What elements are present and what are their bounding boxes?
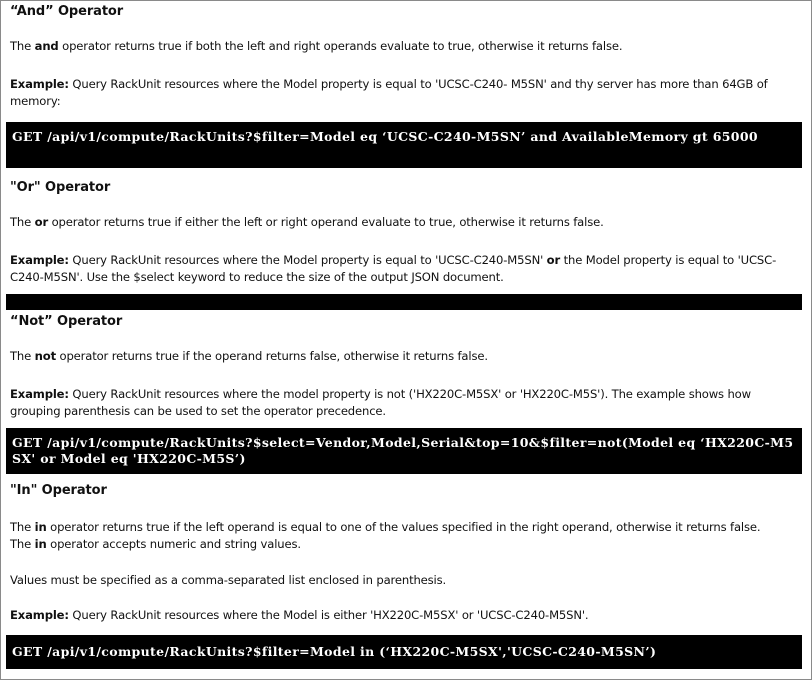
- not-operator-example: Example: Query RackUnit resources where the model property is not ('HX220C-M5SX' or 'HX220C-M5S'). The example shows how grouping parenthesis can be used to set the operator precedence.: [10, 387, 751, 418]
- in-operator-values-note: Values must be specified as a comma-separated list enclosed in parenthesis.: [10, 573, 447, 587]
- not-operator-description: The not operator returns true if the operand returns false, otherwise it returns false.: [10, 349, 488, 363]
- in-operator-description: The in operator returns true if the left operand is equal to one of the values specified in the right operand, otherwise it returns false. The in operator accepts numeric and string values.: [10, 520, 761, 551]
- not-operator-heading: “Not” Operator: [10, 314, 123, 329]
- and-operator-heading: “And” Operator: [10, 4, 124, 19]
- in-operator-code: GET /api/v1/compute/RackUnits?$filter=Model in (‘HX220C-M5SX','UCSC-C240-M5SN’): [6, 635, 802, 669]
- and-operator-description: The and operator returns true if both the left and right operands evaluate to true, otherwise it returns false.: [10, 39, 623, 53]
- or-operator-code: [6, 294, 802, 310]
- in-operator-heading: "In" Operator: [10, 483, 107, 498]
- in-operator-example: Example: Query RackUnit resources where the Model is either 'HX220C-M5SX' or 'UCSC-C240-M5SN'.: [10, 608, 589, 622]
- or-operator-example: Example: Query RackUnit resources where the Model property is equal to 'UCSC-C240-M5SN' or the Model property is equal to 'UCSC-C240-M5SN'. Use the $select keyword to reduce the size of the output JSON document.: [10, 253, 777, 284]
- or-operator-description: The or operator returns true if either the left or right operand evaluate to true, otherwise it returns false.: [10, 215, 604, 229]
- and-operator-code: GET /api/v1/compute/RackUnits?$filter=Model eq ‘UCSC-C240-M5SN’ and AvailableMemory gt 65000: [6, 122, 802, 168]
- or-operator-heading: "Or" Operator: [10, 180, 111, 195]
- not-operator-code: GET /api/v1/compute/RackUnits?$select=Vendor,Model,Serial&top=10&$filter=not(Model eq ‘HX220C-M5SX' or Model eq 'HX220C-M5S’): [6, 428, 802, 474]
- and-operator-example: Example: Query RackUnit resources where the Model property is equal to 'UCSC-C240- M5SN' and thy server has more than 64GB of memory:: [10, 77, 768, 108]
